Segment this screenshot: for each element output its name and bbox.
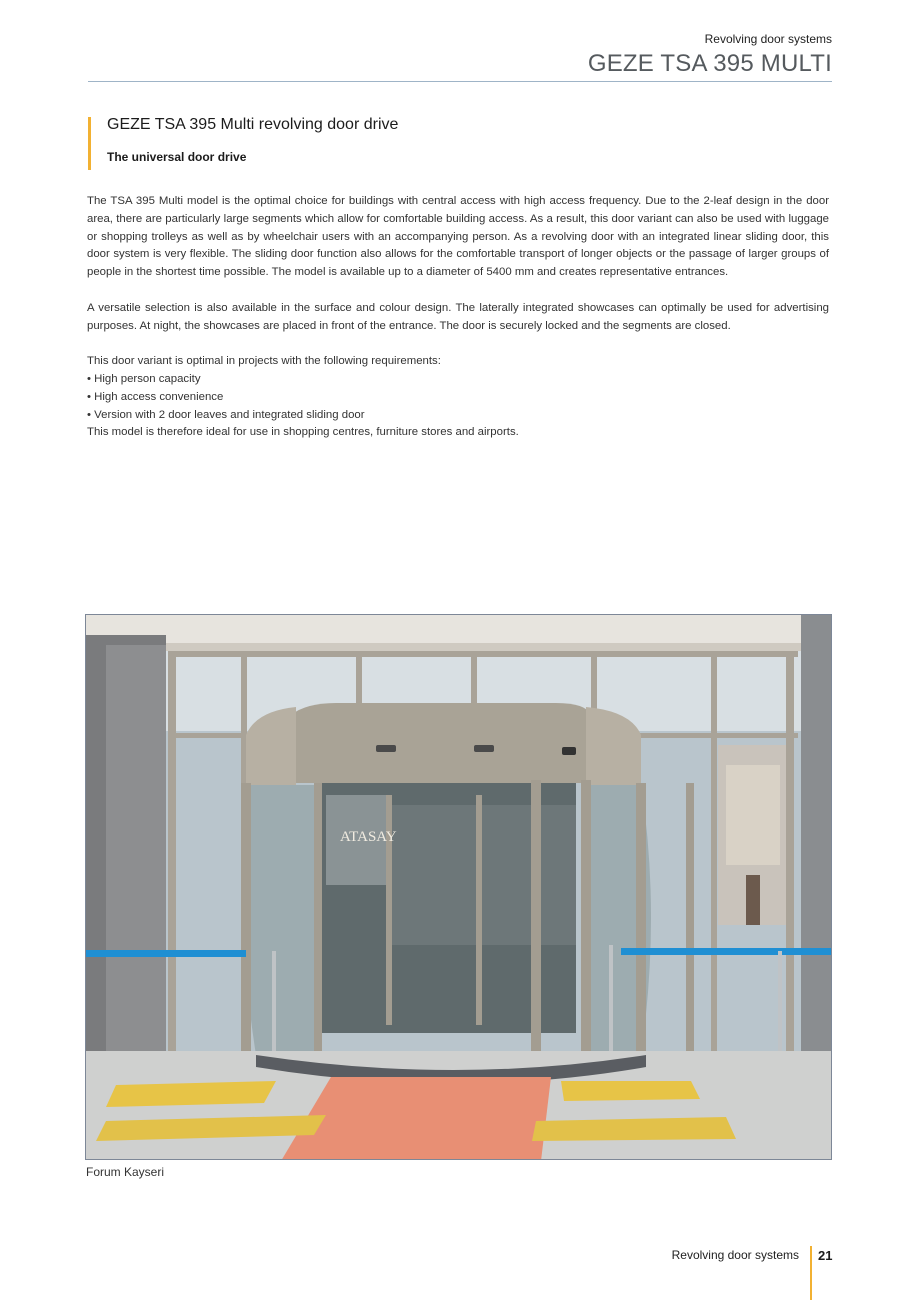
header-title: GEZE TSA 395 MULTI [587,50,832,77]
list-intro: This door variant is optimal in projects with the following requirements: [87,355,441,368]
list-item: • High person capacity [87,372,201,385]
article-subheading: The universal door drive [107,150,247,164]
article-body [87,193,829,442]
callout-accent-bar [88,117,91,170]
page-number: 21 [818,1248,833,1263]
door-photo-illustration [86,615,832,1160]
header-section-label: Revolving door systems [704,32,832,46]
footer-accent-bar [810,1246,812,1300]
article-heading: GEZE TSA 395 Multi revolving door drive [107,116,399,133]
revolving-door-photo [85,614,832,1160]
header-rule [88,81,832,82]
footer-section-label: Revolving door systems [671,1248,799,1262]
list-item: • High access convenience [87,390,224,403]
body-paragraph: A versatile selection is also available in the surface and colour design. The laterally integrated showcases can optimally be used for advertising purposes. At night, the showcases are placed in front of the entrance. The door is securely locked and the segments are closed. [87,301,829,332]
interior-store-sign: ATASAY [340,829,397,845]
body-paragraph: The TSA 395 Multi model is the optimal choice for buildings with central access with high access frequency. Due to the 2-leaf design in the door area, there are particularly large segments which allow for comfortable building access. As a result, this door variant can also be used with luggage or shopping trolleys as well as by wheelchair users with an accompanying person. As a revolving door with an integrated linear sliding door, this door system is very flexible. The sliding door function also allows for the comfortable transport of longer objects or the passage of larger groups of people in the shortest time possible. The model is available up to a diameter of 5400 mm and creates representative entrances. [87,195,829,279]
list-item: • Version with 2 door leaves and integrated sliding door [87,408,365,421]
photo-caption: Forum Kayseri [86,1165,165,1179]
closing-sentence: This model is therefore ideal for use in shopping centres, furniture stores and airports. [87,426,519,439]
